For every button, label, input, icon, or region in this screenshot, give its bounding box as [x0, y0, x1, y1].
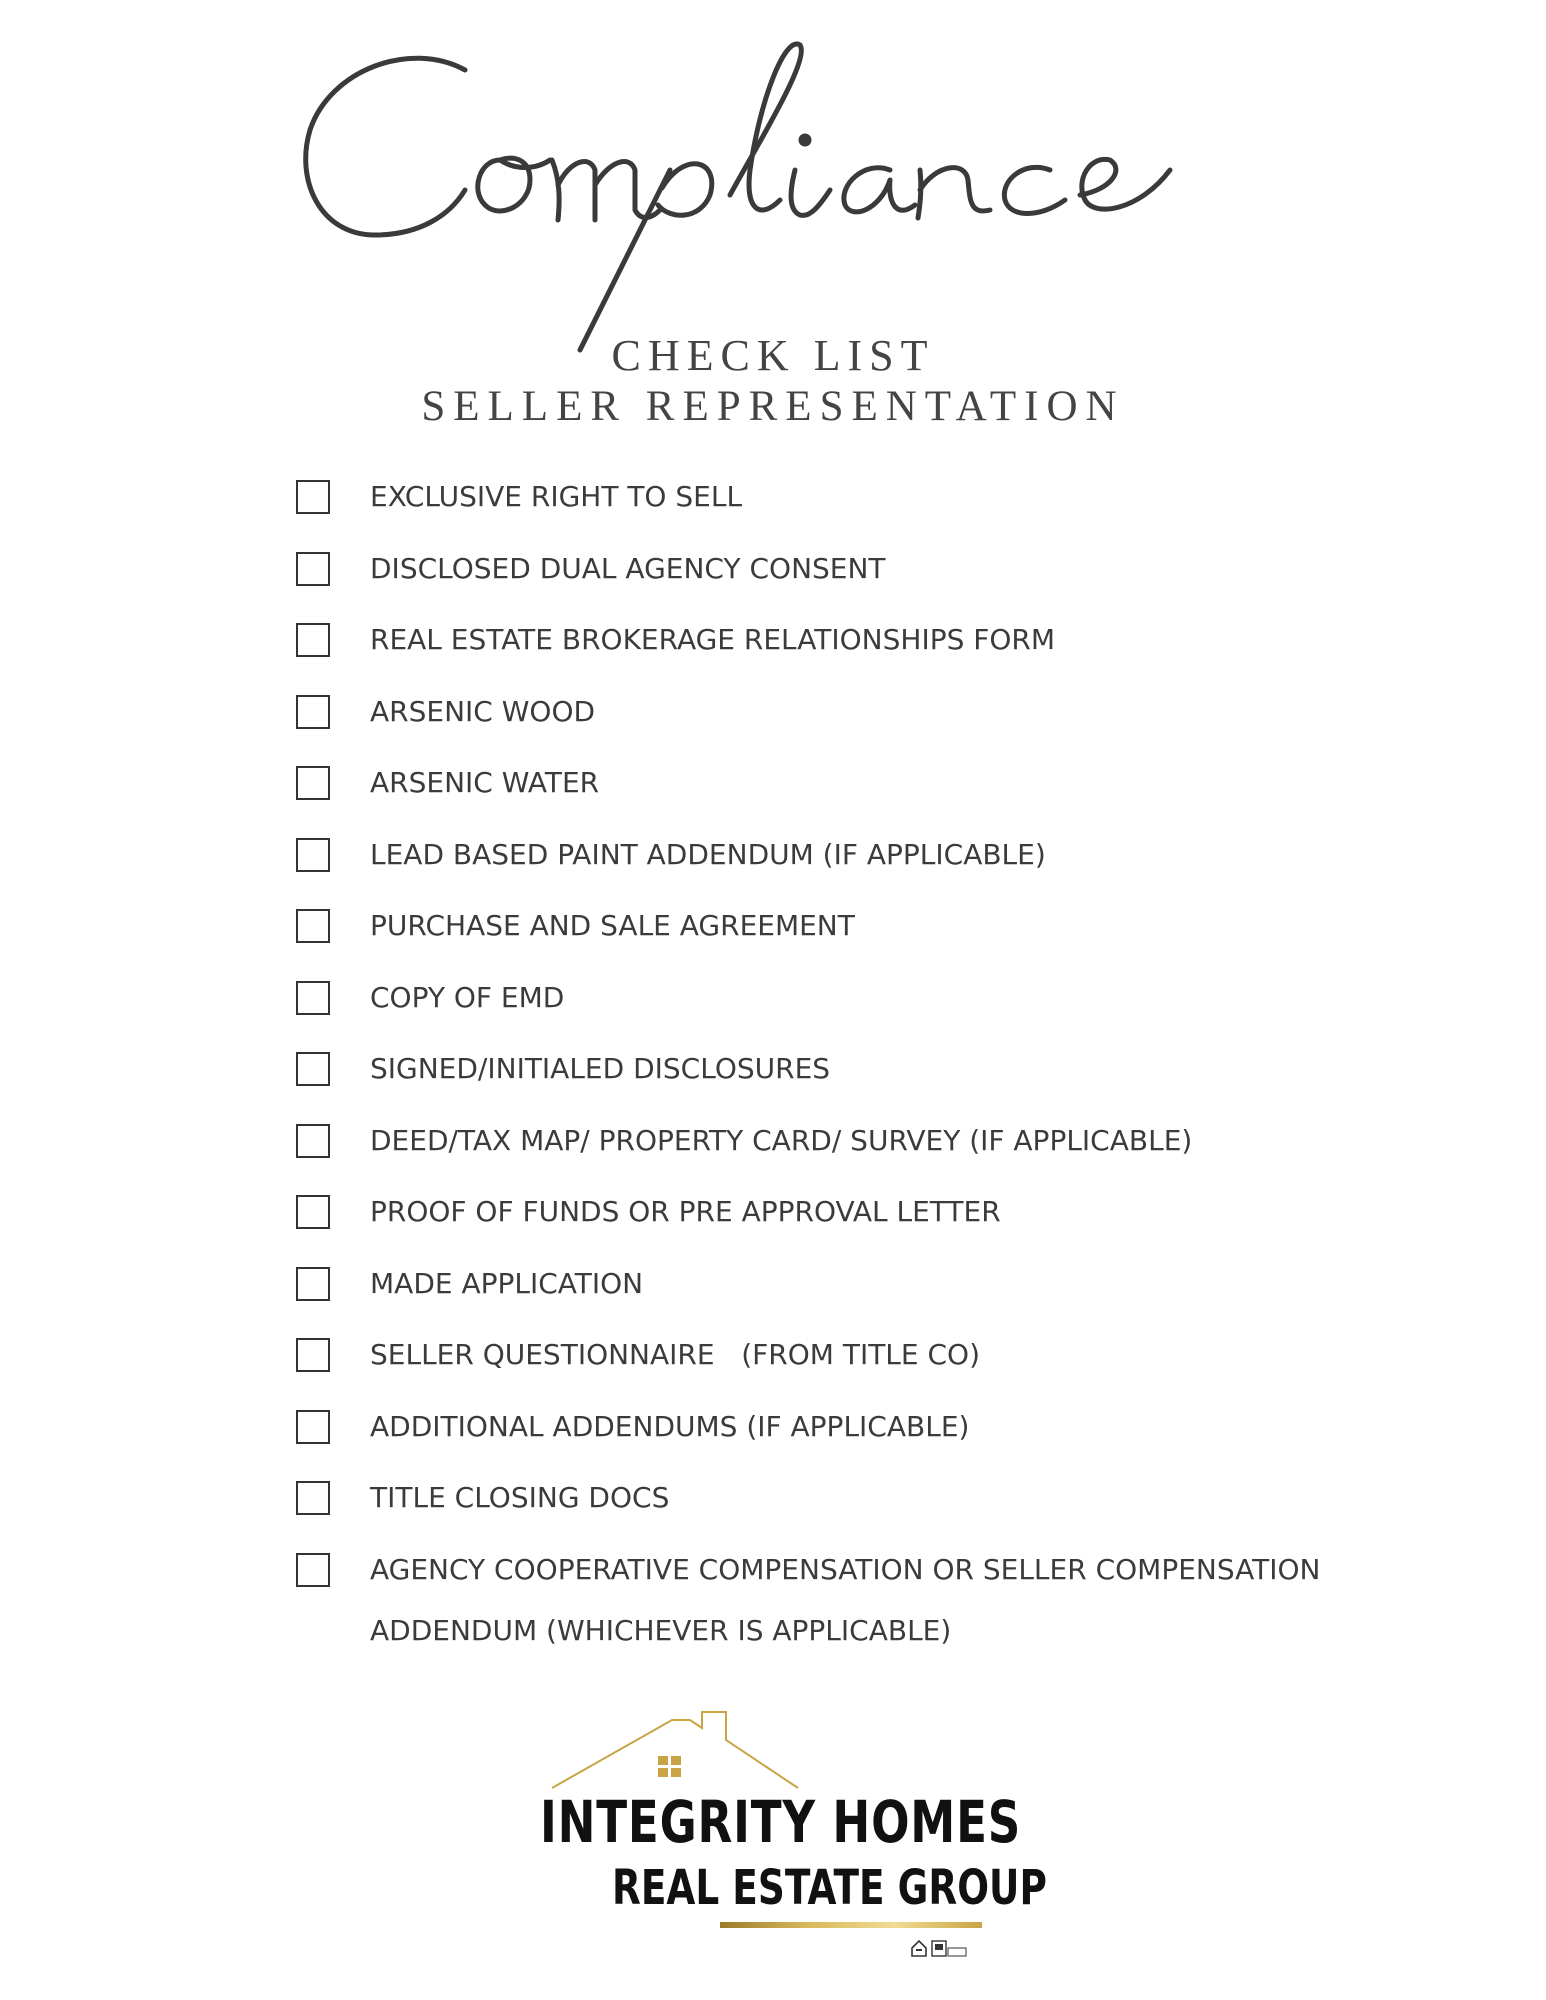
checklist-item-label: COPY OF EMD — [370, 980, 565, 1014]
checklist-item — [296, 1477, 1396, 1549]
checkbox[interactable] — [296, 480, 330, 514]
checklist-item-label: ADDITIONAL ADDENDUMS (IF APPLICABLE) — [370, 1409, 970, 1443]
checkbox[interactable] — [296, 981, 330, 1015]
checklist-item-label: ARSENIC WOOD — [370, 694, 596, 728]
checklist-item-label: SIGNED/INITIALED DISCLOSURES — [370, 1052, 831, 1085]
checklist-item-label: DISCLOSED DUAL AGENCY CONSENT — [370, 551, 886, 585]
checklist-item-label: PROOF OF FUNDS OR PRE APPROVAL LETTER — [370, 1195, 1001, 1228]
checkbox[interactable] — [296, 1553, 330, 1587]
checklist-item-label: MADE APPLICATION — [370, 1266, 644, 1300]
checkbox[interactable] — [296, 695, 330, 729]
checklist-item — [296, 1120, 1396, 1192]
logo-company-tagline: REAL ESTATE GROUP — [612, 1860, 1047, 1916]
checklist-item — [296, 548, 1396, 620]
checklist-item — [296, 1048, 1396, 1120]
checkbox[interactable] — [296, 1481, 330, 1515]
checklist-item — [296, 691, 1396, 763]
checklist-item-label: SELLER QUESTIONNAIRE (FROM TITLE CO) — [370, 1338, 981, 1371]
checkbox[interactable] — [296, 623, 330, 657]
checkbox[interactable] — [296, 1338, 330, 1372]
checkbox[interactable] — [296, 1052, 330, 1086]
checklist-item-label: REAL ESTATE BROKERAGE RELATIONSHIPS FORM — [370, 623, 1056, 656]
checklist-item — [296, 977, 1396, 1049]
checklist-item — [296, 1334, 1396, 1406]
equal-housing-mls-icons — [910, 1938, 970, 1958]
checklist-item — [296, 476, 1396, 548]
checklist-item-label: TITLE CLOSING DOCS — [370, 1481, 670, 1514]
checklist-item-label: LEAD BASED PAINT ADDENDUM (IF APPLICABLE) — [370, 837, 1046, 871]
checkbox[interactable] — [296, 838, 330, 872]
checklist-item-label: PURCHASE AND SALE AGREEMENT — [370, 909, 855, 942]
logo-company-name: INTEGRITY HOMES — [540, 1788, 1022, 1856]
checklist-item — [296, 834, 1396, 906]
house-roof-icon — [540, 1700, 1000, 1800]
checkbox[interactable] — [296, 909, 330, 943]
checklist-item — [296, 1406, 1396, 1478]
checklist-item-label: ARSENIC WATER — [370, 766, 600, 799]
checkbox[interactable] — [296, 1195, 330, 1229]
checkbox[interactable] — [296, 766, 330, 800]
checklist-item — [296, 762, 1396, 834]
logo-gold-rule — [720, 1922, 982, 1928]
compliance-checklist — [296, 476, 1396, 1620]
checkbox[interactable] — [296, 1267, 330, 1301]
checklist-item-label: DEED/TAX MAP/ PROPERTY CARD/ SURVEY (IF APPLICABLE) — [370, 1123, 1193, 1157]
subtitle-seller-representation: SELLER REPRESENTATION — [421, 383, 1125, 430]
checklist-item — [296, 1191, 1396, 1263]
checklist-item-label: AGENCY COOPERATIVE COMPENSATION OR SELLER COMPENSATION — [370, 1552, 1321, 1586]
checkbox[interactable] — [296, 1410, 330, 1444]
company-logo — [540, 1700, 1047, 1970]
checkbox[interactable] — [296, 552, 330, 586]
checklist-item — [296, 1263, 1396, 1335]
checkbox[interactable] — [296, 1124, 330, 1158]
checklist-item-continuation: ADDENDUM (WHICHEVER IS APPLICABLE) — [370, 1614, 952, 1647]
checklist-item-label: EXCLUSIVE RIGHT TO SELL — [370, 480, 743, 513]
compliance-script-title — [290, 20, 1250, 380]
subtitle-check-list: CHECK LIST — [611, 331, 935, 380]
checklist-item — [296, 619, 1396, 691]
checklist-item — [296, 905, 1396, 977]
